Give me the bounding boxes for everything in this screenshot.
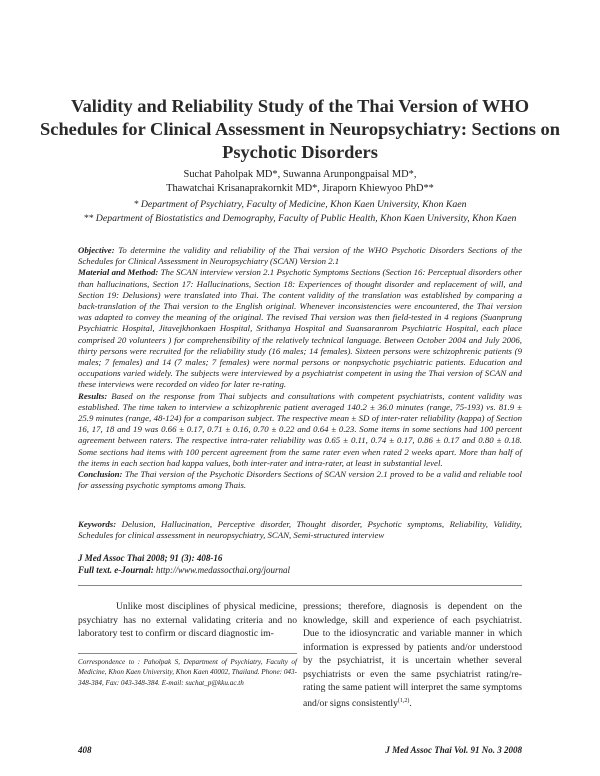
abstract-objective (78, 245, 522, 267)
journal-ref-text: J Med Assoc Thai 2008; 91 (3): 408-16 (78, 553, 223, 563)
right-column-end: . (409, 697, 412, 709)
fulltext-line (78, 564, 522, 576)
abstract-methods (78, 267, 522, 390)
conclusion-label: Conclusion: (78, 469, 123, 480)
author-list (60, 168, 540, 196)
author-line-2: Thawatchai Krisanaprakornkit MD*, Jiraporn Khiewyoo PhD** (166, 183, 434, 194)
citation-block (78, 552, 522, 576)
correspondence-divider (78, 653, 297, 654)
methods-text: The SCAN interview version 2.1 Psychotic Symptoms Sections (Section 16: Perceptual disorders other than hallucinations, Section 17: Hallucinations, Section 18: Experiences of thought disorder and replacement of will, and Section 19: Delusions) were translated into Thai. The content validity of the translation was established by comparing a back-translation of the Thai version to the English original. Whenever inconsistencies were encountered, the Thai version was adapted to convey the meaning of the original. The revised Thai version was then field-tested in 4 regions (Suanprung Psychiatric Hospital, Jitavejkhonkaen Hospital, Srithanya Hospital and Suansaranrom Psychiatric Hospital, each place comprised 20 volunteers ) for comprehensibility of the relatively technical language. Between October 2004 and July 2006, thirty persons were recruited for the reliability study (16 males; 14 females). Sixteen persons were schizophrenic patients (9 males; 7 females) and 14 (7 males; 7 females) were normal persons or nonpsychotic psychiatric patients. Education and occupations varied widely. The subjects were interviewed by a psychiatrist competent in using the Thai version of SCAN and these interviews were recorded on video for later re-rating. (78, 267, 523, 390)
fulltext-url[interactable]: http://www.medassocthai.org/journal (153, 565, 291, 575)
results-label: Results: (78, 390, 108, 401)
affiliation-2: ** Department of Biostatistics and Demography, Faculty of Public Health, Khon Kaen University, Khon Kaen (83, 212, 517, 224)
citation-ref: (1,2) (397, 697, 410, 704)
methods-label: Material and Method: (78, 267, 159, 278)
body-right-column (303, 600, 522, 710)
keywords-text: Delusion, Hallucination, Perceptive disorder, Thought disorder, Psychotic symptoms, Reliability, Validity, Schedules for clinical assessment in neuropsychiatry, SCAN, Semi-structured interview (78, 519, 522, 541)
journal-reference (78, 552, 522, 564)
journal-footer: J Med Assoc Thai Vol. 91 No. 3 2008 (385, 745, 522, 755)
affiliation-1: * Department of Psychiatry, Faculty of Medicine, Khon Kaen University, Khon Kaen (133, 199, 467, 210)
conclusion-text: The Thai version of the Psychotic Disorders Sections of SCAN version 2.1 proved to be a valid and reliable tool for assessing psychotic symptoms among Thais. (78, 469, 522, 491)
author-line-1: Suchat Paholpak MD*, Suwanna Arunpongpaisal MD*, (183, 169, 417, 180)
affiliations (60, 198, 540, 225)
section-divider (78, 585, 522, 586)
correspondence-note: Correspondence to : Paholpak S, Department of Psychiatry, Faculty of Medicine, Khon Kaen University, Khon Kaen 40002, Thailand. Phone: 043-348-384, Fax: 043-348-384. E-mail: suchat_p@kku.ac.th (78, 658, 297, 687)
fulltext-label: Full text. e-Journal: (78, 565, 154, 575)
abstract-conclusion (78, 469, 522, 491)
page-number: 408 (78, 745, 92, 755)
abstract-results (78, 391, 522, 469)
keywords (78, 519, 522, 541)
body-left-column: Unlike most disciplines of physical medicine, psychiatry has no external validating criteria and no laboratory test to confirm or discard diagnostic im- (78, 601, 297, 639)
objective-text: To determine the validity and reliability of the Thai version of the WHO Psychotic Disorders Sections of the Schedules for Clinical Assessment in Neuropsychiatry (SCAN) Version 2.1 (78, 245, 522, 267)
keywords-label: Keywords: (78, 519, 117, 529)
results-text: Based on the response from Thai subjects and consultations with competent psychiatrists, content validity was established. The time taken to interview a schizophrenic patient averaged 140.2 ± 36.0 minutes (range, 75-193) vs. 81.9 ± 25.9 minutes (range, 48-124) for a comparison subject. The respective mean ± SD of inter-rater reliability (kappa) of Section 16, 17, 18 and 19 was 0.66 ± 0.17, 0.71 ± 0.16, 0.70 ± 0.22 and 0.64 ± 0.23. Some items in some sections had 100 percent agreement between raters. The respective intra-rater reliability was 0.65 ± 0.11, 0.74 ± 0.17, 0.86 ± 0.17 and 0.80 ± 0.18. Some sections had items with 100 percent agreement from the same rater even when rated 2 weeks apart. More than half of the items in each section had kappa values, both inter-rater and intra-rater, at least in substantial level. (78, 390, 522, 468)
right-column-text: pressions; therefore, diagnosis is dependent on the knowledge, skill and experience of each psychiatrist. Due to the idiosyncratic and variable manner in which information is expressed by patients and/or understood by the psychiatrist, it is uncertain whether several psychiatrists or even the same psychiatrist rating/re-rating the same patient will interpret the same symptoms and/or signs consistently (303, 601, 522, 709)
objective-label: Objective: (78, 245, 115, 255)
article-title: Validity and Reliability Study of the Thai Version of WHO Schedules for Clinical Assessment in Neuropsychiatry: Sections on Psychotic Disorders (40, 96, 560, 162)
abstract (78, 245, 522, 491)
